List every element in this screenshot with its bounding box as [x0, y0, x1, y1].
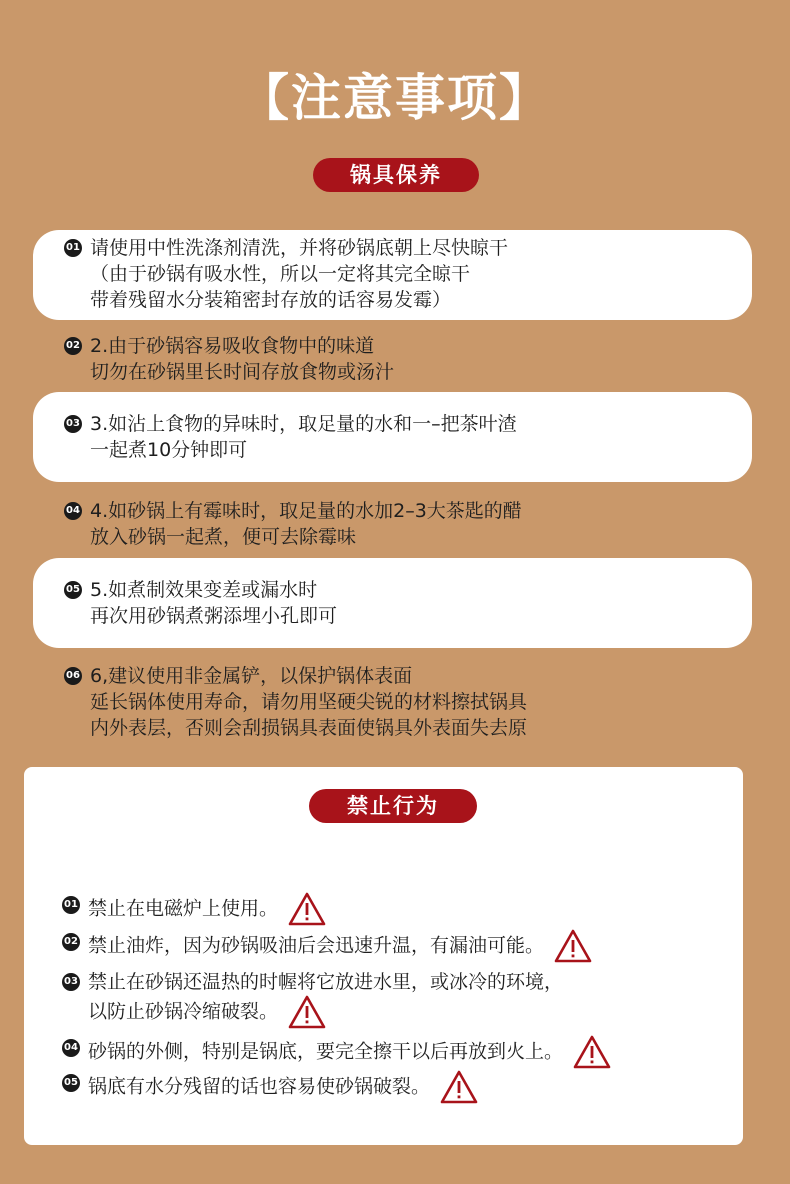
- text-line: （由于砂锅有吸水性，所以一定将其完全晾干: [90, 263, 471, 285]
- number-badge: 04: [62, 1039, 80, 1057]
- care-item-text: [90, 577, 337, 629]
- warning-triangle-icon: [554, 929, 592, 963]
- text-line: 6,建议使用非金属铲，以保护锅体表面: [90, 665, 413, 687]
- warning-triangle-icon: [573, 1035, 611, 1069]
- text-line: 带着残留水分装箱密封存放的话容易发霉）: [90, 289, 452, 311]
- text-line: 以防止砂锅冷缩破裂。: [88, 1000, 279, 1023]
- care-item-text: [90, 663, 527, 741]
- warning-triangle-icon: [440, 1070, 478, 1104]
- text-line: 放入砂锅一起煮，便可去除霉味: [90, 526, 357, 548]
- care-item: [64, 498, 522, 550]
- prohibited-item: [62, 1070, 478, 1104]
- number-badge: 01: [64, 239, 82, 257]
- number-badge: 03: [62, 973, 80, 991]
- care-item-text: [90, 411, 517, 463]
- care-item: [64, 411, 517, 463]
- number-badge: 02: [62, 933, 80, 951]
- text-line: 切勿在砂锅里长时间存放食物或汤汁: [90, 361, 395, 383]
- section-heading-prohibited: 禁止行为: [309, 789, 477, 823]
- care-item: [64, 333, 394, 385]
- text-line: 2.由于砂锅容易吸收食物中的味道: [90, 335, 375, 357]
- care-item-text: [90, 235, 508, 313]
- prohibited-item: [62, 1035, 611, 1069]
- text-line: 砂锅的外侧，特别是锅底，要完全擦干以后再放到火上。: [88, 1040, 564, 1063]
- text-line: 延长锅体使用寿命，请勿用坚硬尖锐的材料擦拭锅具: [90, 691, 528, 713]
- text-line: 再次用砂锅煮粥添埋小孔即可: [90, 605, 338, 627]
- text-line: 请使用中性洗涤剂清洗，并将砂锅底朝上尽快晾干: [90, 237, 509, 259]
- text-line: 3.如沾上食物的异味时，取足量的水和一–把茶叶渣: [90, 413, 517, 435]
- care-item: [64, 235, 508, 313]
- care-item: [64, 577, 337, 629]
- text-line: 锅底有水分残留的话也容易使砂锅破裂。: [88, 1075, 431, 1098]
- number-badge: 01: [62, 896, 80, 914]
- number-badge: 05: [64, 581, 82, 599]
- text-line: 一起煮10分钟即可: [90, 439, 248, 461]
- text-line: 禁止在电磁炉上使用。: [88, 897, 279, 920]
- text-line: 4.如砂锅上有霉味时，取足量的水加2–3大茶匙的醋: [90, 500, 522, 522]
- page-title: 【注意事项】: [239, 69, 551, 127]
- text-line: 内外表层，否则会刮损锅具表面使锅具外表面失去原: [90, 717, 528, 739]
- text-line: 5.如煮制效果变差或漏水时: [90, 579, 318, 601]
- warning-triangle-icon: [288, 892, 326, 926]
- prohibited-item: [62, 892, 326, 926]
- care-item-text: [90, 498, 522, 550]
- section-heading-care: 锅具保养: [313, 158, 479, 192]
- number-badge: 06: [64, 667, 82, 685]
- prohibited-item: [62, 969, 563, 1029]
- text-line: 禁止在砂锅还温热的时幄将它放进水里，或冰冷的环境，: [88, 971, 564, 993]
- care-item: [64, 663, 527, 741]
- prohibited-item: [62, 929, 592, 963]
- number-badge: 05: [62, 1074, 80, 1092]
- warning-triangle-icon: [288, 995, 326, 1029]
- care-item-text: [90, 333, 394, 385]
- number-badge: 03: [64, 415, 82, 433]
- number-badge: 04: [64, 502, 82, 520]
- number-badge: 02: [64, 337, 82, 355]
- text-line: 禁止油炸，因为砂锅吸油后会迅速升温，有漏油可能。: [88, 934, 545, 957]
